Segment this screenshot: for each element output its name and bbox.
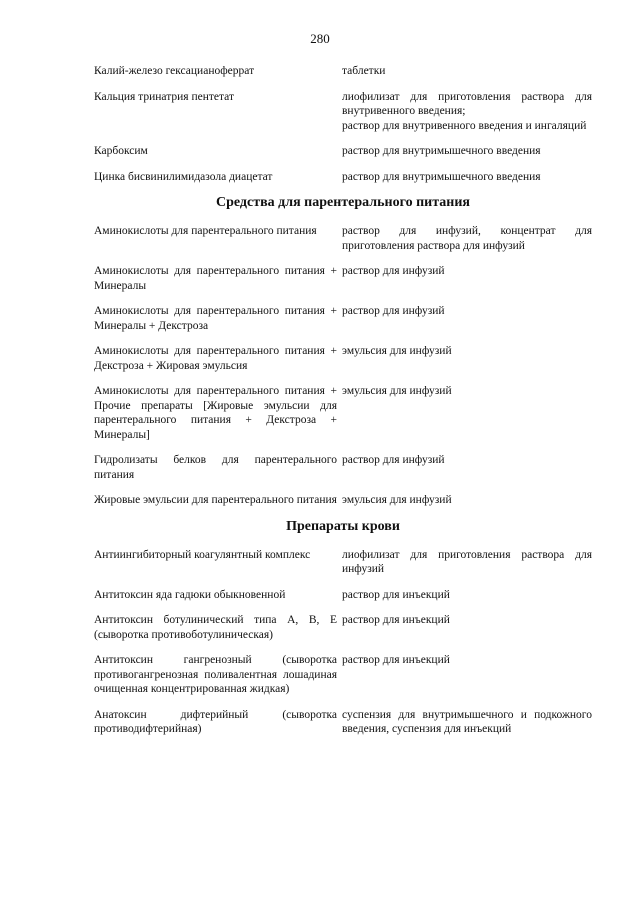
drug-name: Антитоксин яда гадюки обыкновенной <box>94 588 286 601</box>
drug-name: Анатоксин дифтерийный (сыворотка противодифтерийная) <box>94 708 337 735</box>
drug-table <box>94 64 592 748</box>
drug-group <box>94 64 592 184</box>
table-row <box>94 224 592 253</box>
drug-name: Аминокислоты для парентерального питания + Прочие препараты [Жировые эмульсии для парентерального питания + Декстроза + Минералы] <box>94 385 337 441</box>
dosage-form: раствор для инъекций <box>342 654 450 666</box>
drug-name: Аминокислоты для парентерального питания <box>94 225 317 237</box>
drug-name: Гидролизаты белков для парентерального питания <box>94 454 337 481</box>
drug-name: Антиингибиторный коагулянтный комплекс <box>94 548 311 561</box>
table-row <box>94 344 592 373</box>
dosage-form: раствор для инъекций <box>342 588 450 601</box>
table-row <box>94 304 592 333</box>
section-title: Препараты крови <box>286 518 400 534</box>
drug-groups <box>94 64 592 737</box>
table-row <box>94 548 592 577</box>
dosage-form: эмульсия для инфузий <box>342 345 452 357</box>
table-row <box>94 64 592 79</box>
table-row <box>94 453 592 482</box>
table-row <box>94 493 592 508</box>
table-row <box>94 384 592 442</box>
table-row <box>94 264 592 293</box>
dosage-form: лиофилизат для приготовления раствора для внутривенного введения; раствор для внутривенного введения и ингаляций <box>342 90 592 132</box>
drug-group <box>94 519 592 737</box>
drug-name: Цинка бисвинилимидазола диацетат <box>94 170 273 183</box>
table-row <box>94 170 592 185</box>
dosage-form: суспензия для внутримышечного и подкожного введения, суспензия для инъекций <box>342 708 592 735</box>
table-row <box>94 144 592 159</box>
dosage-form: раствор для внутримышечного введения <box>342 145 541 157</box>
dosage-form: раствор для инфузий <box>342 265 445 277</box>
dosage-form: раствор для инфузий <box>342 454 445 466</box>
table-row <box>94 90 592 134</box>
dosage-form: таблетки <box>342 65 386 77</box>
table-row <box>94 653 592 697</box>
drug-group <box>94 195 592 508</box>
dosage-form: эмульсия для инфузий <box>342 385 452 397</box>
section-title: Средства для парентерального питания <box>215 195 471 210</box>
drug-name: Карбоксим <box>94 145 148 157</box>
dosage-form: раствор для инфузий, концентрат для приготовления раствора для инфузий <box>342 225 592 252</box>
dosage-form: раствор для инъекций <box>342 614 450 626</box>
drug-name: Кальция тринатрия пентетат <box>94 90 234 103</box>
drug-name: Жировые эмульсии для парентерального питания <box>94 494 337 506</box>
table-row <box>94 708 592 737</box>
drug-name: Аминокислоты для парентерального питания + Минералы <box>94 265 337 292</box>
drug-name: Аминокислоты для парентерального питания + Декстроза + Жировая эмульсия <box>94 345 337 372</box>
dosage-form: лиофилизат для приготовления раствора для инфузий <box>342 548 592 575</box>
page-number: 280 <box>310 31 330 46</box>
drug-name: Антитоксин гангренозный (сыворотка противогангренозная поливалентная лошадиная очищенная концентрированная жидкая) <box>94 654 337 695</box>
table-row <box>94 588 592 603</box>
dosage-form: эмульсия для инфузий <box>342 494 452 506</box>
table-row <box>94 613 592 642</box>
dosage-form: раствор для инфузий <box>342 305 445 317</box>
drug-name: Калий-железо гексацианоферрат <box>94 65 255 77</box>
dosage-form: раствор для внутримышечного введения <box>342 170 541 183</box>
drug-name: Аминокислоты для парентерального питания + Минералы + Декстроза <box>94 305 337 332</box>
drug-name: Антитоксин ботулинический типа А, В, Е (сыворотка противоботулиническая) <box>94 614 337 641</box>
